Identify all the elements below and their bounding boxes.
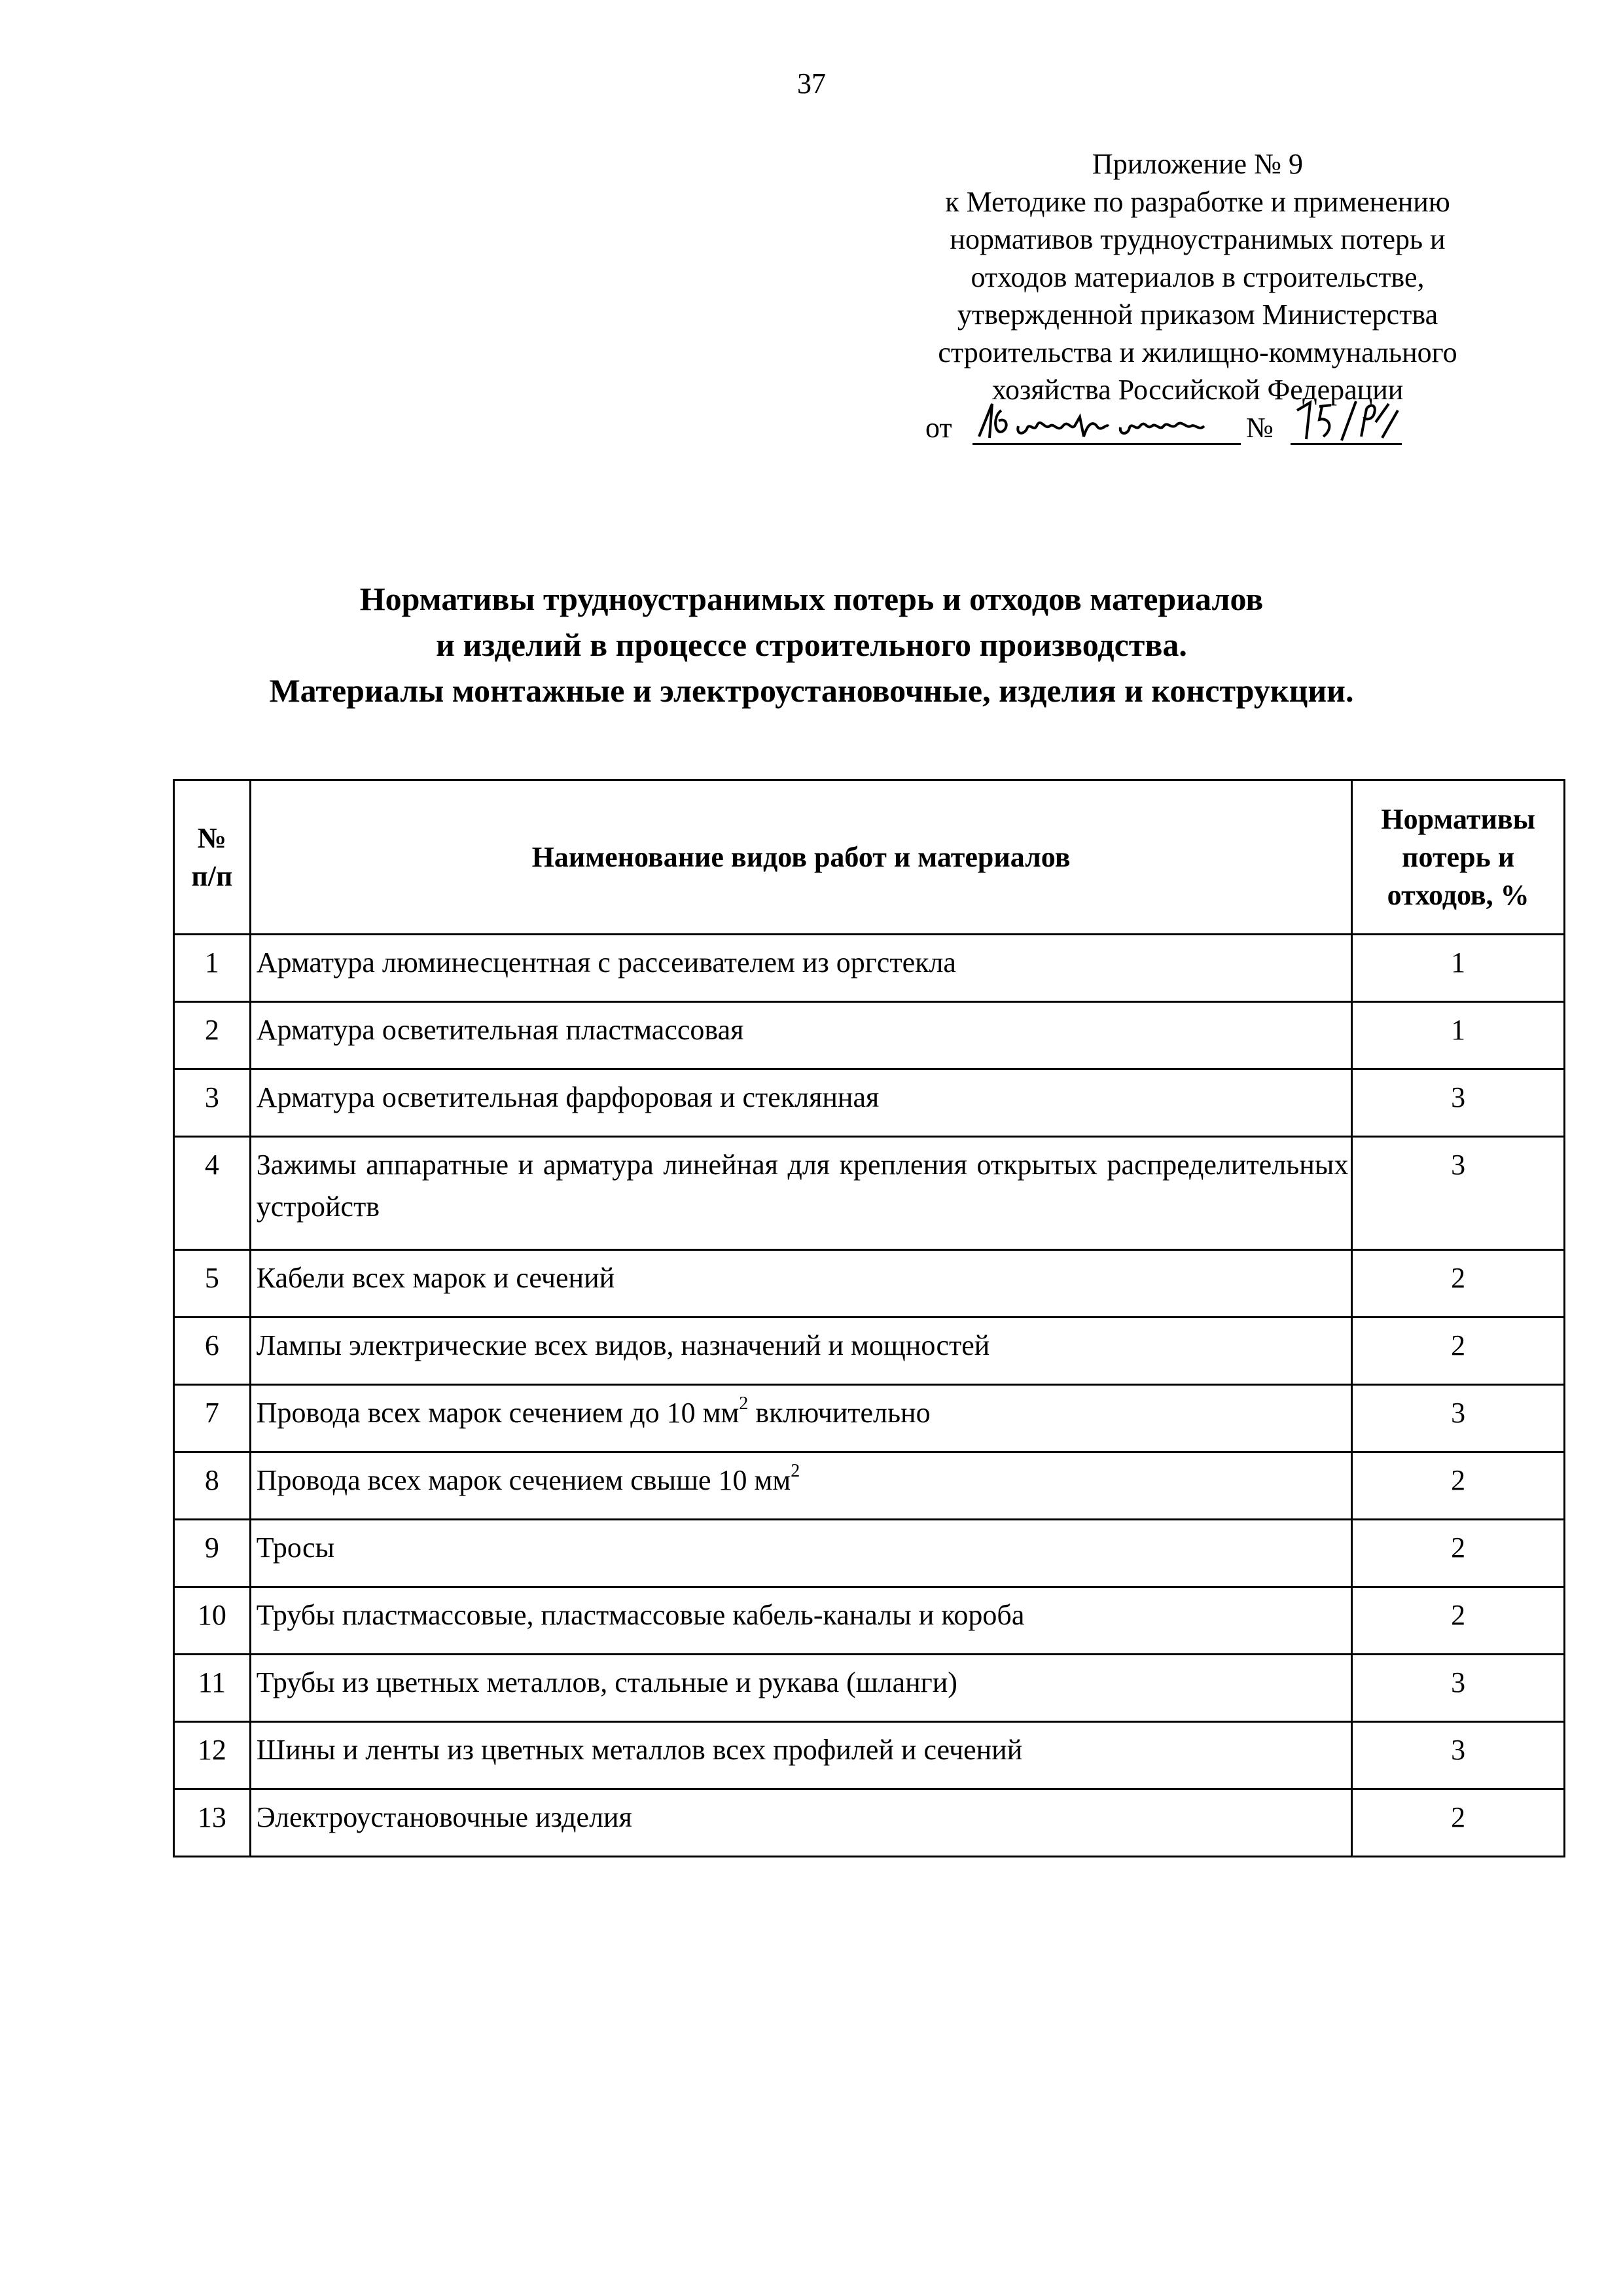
- handwritten-date-signature: [972, 397, 1241, 444]
- row-value: 2: [1352, 1250, 1565, 1318]
- table-row: [174, 1722, 1565, 1789]
- header-number-line1: №: [197, 821, 226, 854]
- appendix-line: нормативов трудноустранимых потерь и: [950, 223, 1446, 255]
- row-name: Зажимы аппаратные и арматура линейная для крепления открытых распределительных устройств: [250, 1137, 1352, 1250]
- row-value: 3: [1352, 1385, 1565, 1452]
- table-header-row: [174, 780, 1565, 935]
- title-line-3: Материалы монтажные и электроустановочные, изделия и конструкции.: [269, 672, 1354, 709]
- row-name: [250, 1452, 1352, 1520]
- header-norm-line3: отходов, %: [1387, 878, 1529, 911]
- appendix-line: к Методике по разработке и применению: [945, 185, 1450, 218]
- title-line-2: и изделий в процессе строительного производства.: [436, 626, 1187, 663]
- header-number: [174, 780, 251, 935]
- table-row: [174, 1520, 1565, 1587]
- superscript: 2: [739, 1393, 749, 1414]
- row-value: 1: [1352, 1002, 1565, 1069]
- appendix-line: хозяйства Российской Федерации: [991, 374, 1404, 406]
- table-row: [174, 1587, 1565, 1655]
- row-value: 2: [1352, 1520, 1565, 1587]
- header-norm-line1: Нормативы: [1381, 802, 1535, 835]
- row-name: Тросы: [250, 1520, 1352, 1587]
- row-value: 3: [1352, 1069, 1565, 1137]
- header-number-line2: п/п: [191, 859, 233, 892]
- header-name: Наименование видов работ и материалов: [250, 780, 1352, 935]
- row-number: 8: [174, 1452, 251, 1520]
- row-number: 6: [174, 1318, 251, 1385]
- row-value: 1: [1352, 935, 1565, 1002]
- superscript: 2: [791, 1461, 800, 1482]
- table-row: [174, 1250, 1565, 1318]
- table-row: [174, 1789, 1565, 1857]
- row-number: 3: [174, 1069, 251, 1137]
- row-name: Электроустановочные изделия: [250, 1789, 1352, 1857]
- row-number: 4: [174, 1137, 251, 1250]
- norms-table: [173, 779, 1565, 1857]
- header-norm: [1352, 780, 1565, 935]
- handwritten-number-signature: [1291, 397, 1402, 444]
- row-number: 10: [174, 1587, 251, 1655]
- number-label: №: [1246, 411, 1274, 444]
- header-norm-line2: потерь и: [1402, 840, 1515, 873]
- row-value: 2: [1352, 1789, 1565, 1857]
- row-value: 3: [1352, 1137, 1565, 1250]
- table-row: [174, 1655, 1565, 1722]
- row-number: 13: [174, 1789, 251, 1857]
- row-number: 5: [174, 1250, 251, 1318]
- row-value: 3: [1352, 1655, 1565, 1722]
- order-date-line: [851, 409, 1544, 448]
- table-row: [174, 1069, 1565, 1137]
- row-name-main: Провода всех марок сечением до 10 мм: [256, 1397, 740, 1429]
- row-value: 2: [1352, 1587, 1565, 1655]
- appendix-block: [851, 145, 1544, 448]
- table-row: [174, 935, 1565, 1002]
- table-row: [174, 1385, 1565, 1452]
- title-line-1: Нормативы трудноустранимых потерь и отходов материалов: [359, 581, 1264, 617]
- row-value: 2: [1352, 1318, 1565, 1385]
- page-number: 37: [797, 67, 826, 99]
- table-row: [174, 1002, 1565, 1069]
- row-value: 3: [1352, 1722, 1565, 1789]
- row-name: Арматура люминесцентная с рассеивателем из оргстекла: [250, 935, 1352, 1002]
- row-name: Лампы электрические всех видов, назначений и мощностей: [250, 1318, 1352, 1385]
- handwritten-date: [972, 397, 1241, 445]
- appendix-title: Приложение № 9: [1092, 148, 1304, 180]
- appendix-line: строительства и жилищно-коммунального: [938, 336, 1457, 368]
- appendix-line: утвержденной приказом Министерства: [957, 298, 1438, 331]
- table-row: [174, 1318, 1565, 1385]
- row-name: Шины и ленты из цветных металлов всех профилей и сечений: [250, 1722, 1352, 1789]
- row-name: Кабели всех марок и сечений: [250, 1250, 1352, 1318]
- table-row: [174, 1452, 1565, 1520]
- handwritten-number: [1291, 397, 1402, 445]
- row-number: 2: [174, 1002, 251, 1069]
- row-number: 1: [174, 935, 251, 1002]
- row-name-main: Провода всех марок сечением свыше 10 мм: [256, 1464, 791, 1496]
- row-number: 9: [174, 1520, 251, 1587]
- row-number: 11: [174, 1655, 251, 1722]
- row-name: [250, 1385, 1352, 1452]
- row-name: Арматура осветительная пластмассовая: [250, 1002, 1352, 1069]
- table-row: [174, 1137, 1565, 1250]
- row-value: 2: [1352, 1452, 1565, 1520]
- row-name: Трубы из цветных металлов, стальные и рукава (шланги): [250, 1655, 1352, 1722]
- row-name: Арматура осветительная фарфоровая и стеклянная: [250, 1069, 1352, 1137]
- appendix-line: отходов материалов в строительстве,: [971, 260, 1425, 293]
- row-name-tail: включительно: [748, 1397, 931, 1429]
- date-prefix: от: [925, 411, 952, 444]
- row-name: Трубы пластмассовые, пластмассовые кабель-каналы и короба: [250, 1587, 1352, 1655]
- document-title: [0, 576, 1623, 713]
- row-number: 7: [174, 1385, 251, 1452]
- row-number: 12: [174, 1722, 251, 1789]
